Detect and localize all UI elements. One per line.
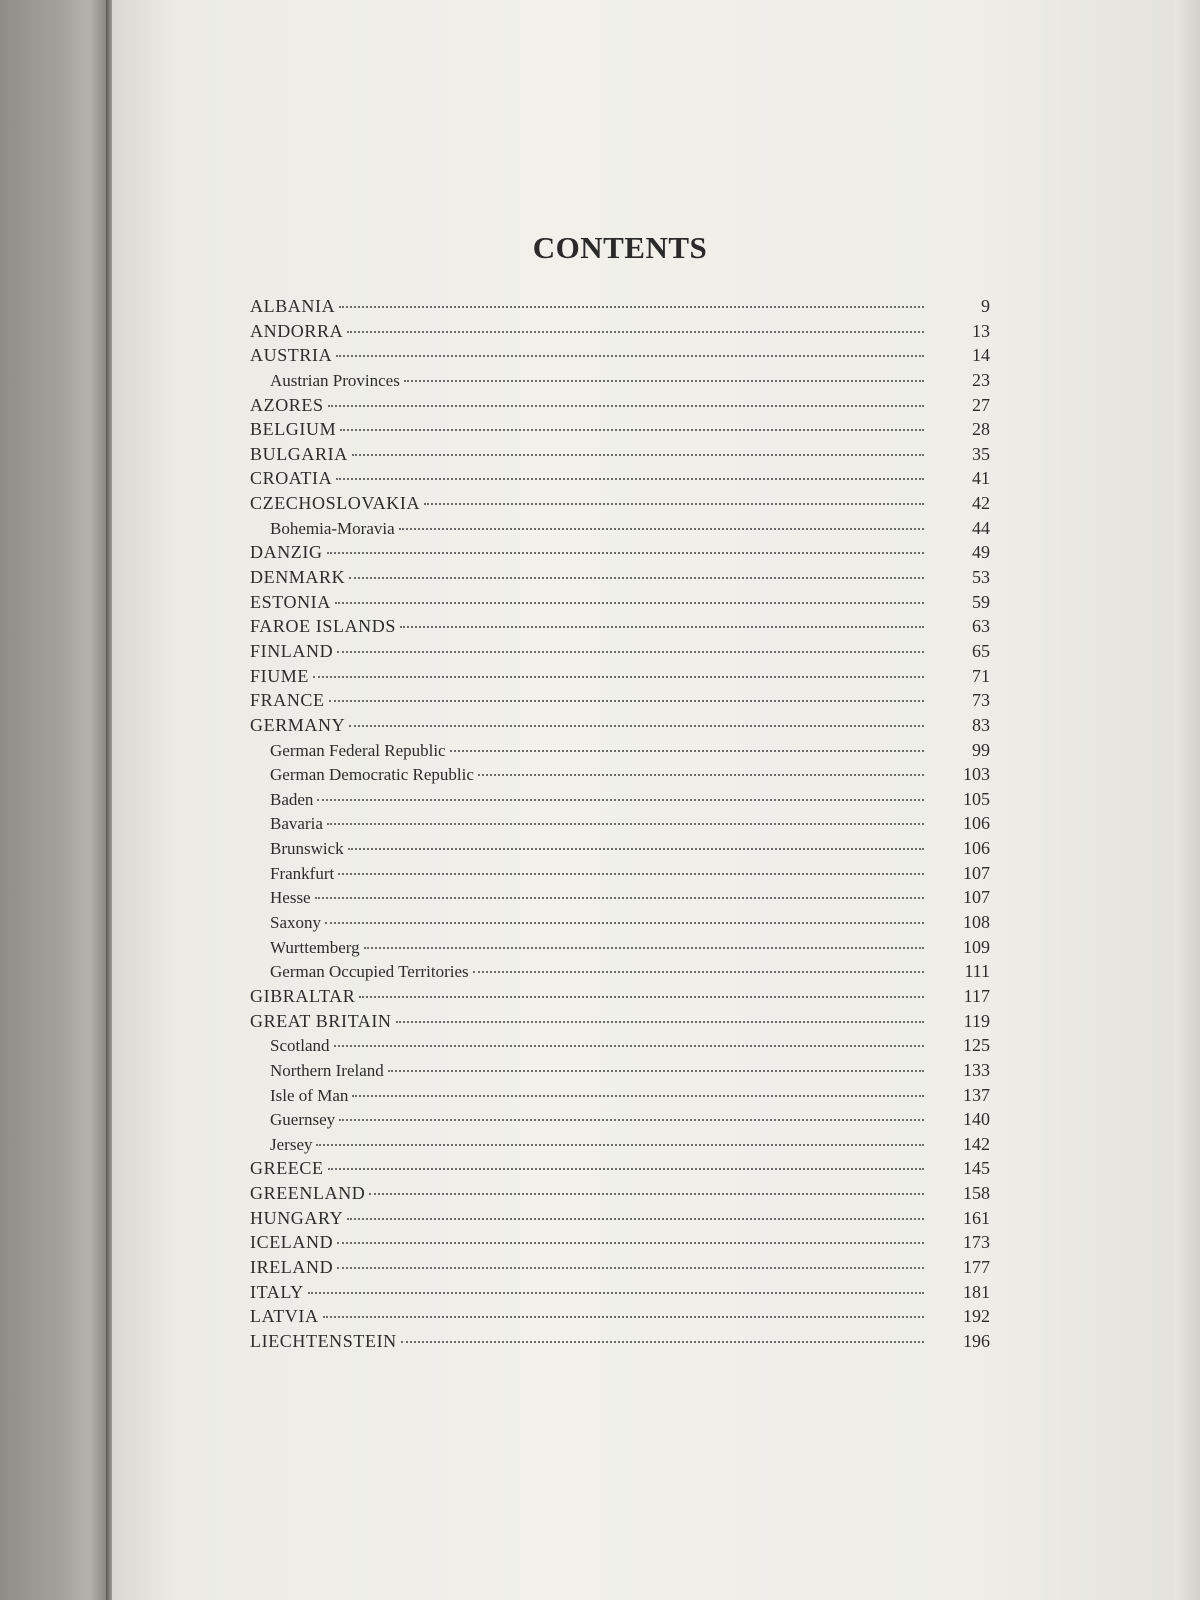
dot-leader xyxy=(404,380,924,382)
entry-label: FAROE ISLANDS xyxy=(250,616,396,637)
entry-page-number: 9 xyxy=(981,296,990,316)
toc-entry xyxy=(250,639,990,664)
toc-entry xyxy=(250,1156,990,1181)
toc-entry xyxy=(250,319,990,344)
dot-leader xyxy=(396,1021,924,1023)
entry-label: ESTONIA xyxy=(250,591,331,612)
dot-leader xyxy=(348,848,924,850)
toc-entry xyxy=(250,466,990,491)
entry-label: Northern Ireland xyxy=(270,1060,384,1080)
entry-page-number: 105 xyxy=(963,788,990,809)
entry-label: ALBANIA xyxy=(250,296,336,316)
dot-leader xyxy=(328,1168,924,1170)
entry-label: Brunswick xyxy=(270,839,344,859)
entry-page-number: 83 xyxy=(972,714,990,735)
entry-page-number: 137 xyxy=(963,1084,990,1105)
toc-subentry xyxy=(250,959,990,984)
entry-page-number: 107 xyxy=(963,887,990,908)
entry-page-number: 53 xyxy=(972,567,990,588)
dot-leader xyxy=(478,774,924,776)
entry-label: Bohemia-Moravia xyxy=(270,518,395,538)
entry-page-number: 28 xyxy=(972,419,990,440)
entry-label: GREENLAND xyxy=(250,1183,366,1204)
toc-entry xyxy=(250,1304,990,1329)
dot-leader xyxy=(347,331,924,333)
toc-entry xyxy=(250,1329,990,1354)
entry-label: HUNGARY xyxy=(250,1207,344,1228)
entry-page-number: 63 xyxy=(972,616,990,637)
entry-label: Wurttemberg xyxy=(270,937,360,957)
entry-page-number: 99 xyxy=(972,739,990,760)
entry-label: DENMARK xyxy=(250,567,346,588)
toc-subentry xyxy=(250,836,990,861)
dot-leader xyxy=(352,1095,924,1097)
toc-subentry xyxy=(250,861,990,886)
entry-label: AUSTRIA xyxy=(250,345,333,366)
toc-subentry xyxy=(250,910,990,935)
entry-label: DANZIG xyxy=(250,542,323,563)
entry-label: GREECE xyxy=(250,1158,324,1179)
entry-page-number: 106 xyxy=(963,813,990,834)
toc-entry xyxy=(250,688,990,713)
entry-page-number: 35 xyxy=(972,443,990,464)
entry-page-number: 13 xyxy=(972,320,990,341)
entry-label: German Democratic Republic xyxy=(270,765,474,785)
toc-entry xyxy=(250,614,990,639)
toc-subentry xyxy=(250,368,990,393)
dot-leader xyxy=(336,355,924,357)
toc-entry xyxy=(250,713,990,738)
entry-label: German Federal Republic xyxy=(270,740,446,760)
toc-subentry xyxy=(250,885,990,910)
entry-page-number: 133 xyxy=(963,1059,990,1080)
entry-page-number: 108 xyxy=(963,912,990,933)
entry-label: AZORES xyxy=(250,394,324,415)
entry-label: ICELAND xyxy=(250,1232,334,1253)
toc-entry xyxy=(250,343,990,368)
toc-entry xyxy=(250,1230,990,1255)
dot-leader xyxy=(340,429,924,431)
entry-label: Hesse xyxy=(270,888,311,908)
dot-leader xyxy=(323,1316,924,1318)
dot-leader xyxy=(424,503,924,505)
dot-leader xyxy=(315,897,924,899)
entry-page-number: 145 xyxy=(963,1158,990,1179)
dot-leader xyxy=(337,651,924,653)
entry-label: Scotland xyxy=(270,1036,330,1056)
entry-page-number: 44 xyxy=(972,517,990,538)
toc-subentry xyxy=(250,1058,990,1083)
dot-leader xyxy=(327,552,924,554)
entry-label: Saxony xyxy=(270,913,321,933)
dot-leader xyxy=(400,626,924,628)
entry-label: Austrian Provinces xyxy=(270,370,400,390)
entry-label: BULGARIA xyxy=(250,443,348,464)
entry-page-number: 119 xyxy=(963,1010,990,1031)
entry-label: FRANCE xyxy=(250,690,325,711)
entry-label: BELGIUM xyxy=(250,419,337,440)
entry-label: FINLAND xyxy=(250,640,334,661)
dot-leader xyxy=(334,1045,925,1047)
entry-label: ANDORRA xyxy=(250,320,344,341)
entry-label: Isle of Man xyxy=(270,1085,349,1105)
toc-entry xyxy=(250,417,990,442)
dot-leader xyxy=(337,1267,924,1269)
entry-page-number: 27 xyxy=(972,394,990,415)
contents-list xyxy=(250,294,990,1354)
entry-page-number: 177 xyxy=(963,1256,990,1277)
dot-leader xyxy=(450,750,924,752)
toc-entry xyxy=(250,664,990,689)
dot-leader xyxy=(329,700,924,702)
entry-label: ITALY xyxy=(250,1281,304,1302)
dot-leader xyxy=(352,454,924,456)
entry-label: Frankfurt xyxy=(270,863,335,883)
entry-label: LATVIA xyxy=(250,1306,319,1327)
entry-page-number: 107 xyxy=(963,862,990,883)
toc-entry xyxy=(250,294,990,319)
dot-leader xyxy=(364,947,924,949)
dot-leader xyxy=(317,799,924,801)
entry-page-number: 109 xyxy=(963,936,990,957)
entry-page-number: 49 xyxy=(972,542,990,563)
entry-page-number: 23 xyxy=(972,369,990,390)
dot-leader xyxy=(399,528,924,530)
entry-label: Baden xyxy=(270,789,314,809)
dot-leader xyxy=(339,1119,924,1121)
toc-subentry xyxy=(250,516,990,541)
entry-page-number: 73 xyxy=(972,690,990,711)
toc-entry xyxy=(250,540,990,565)
dot-leader xyxy=(327,823,924,825)
entry-page-number: 140 xyxy=(963,1109,990,1130)
entry-label: GIBRALTAR xyxy=(250,985,356,1006)
entry-page-number: 14 xyxy=(972,345,990,366)
entry-page-number: 181 xyxy=(963,1281,990,1302)
entry-page-number: 173 xyxy=(963,1232,990,1253)
dot-leader xyxy=(473,971,924,973)
toc-entry xyxy=(250,565,990,590)
entry-page-number: 196 xyxy=(963,1330,990,1351)
toc-subentry xyxy=(250,935,990,960)
page-title: CONTENTS xyxy=(532,230,708,265)
toc-subentry xyxy=(250,738,990,763)
dot-leader xyxy=(369,1193,924,1195)
toc-entry xyxy=(250,442,990,467)
dot-leader xyxy=(336,478,924,480)
dot-leader xyxy=(339,306,924,308)
entry-page-number: 142 xyxy=(963,1133,990,1154)
dot-leader xyxy=(325,922,924,924)
toc-subentry xyxy=(250,1107,990,1132)
toc-subentry xyxy=(250,1033,990,1058)
toc-subentry xyxy=(250,1083,990,1108)
entry-label: IRELAND xyxy=(250,1256,334,1277)
entry-page-number: 125 xyxy=(963,1035,990,1056)
entry-label: GREAT BRITAIN xyxy=(250,1010,392,1031)
entry-label: German Occupied Territories xyxy=(270,962,469,982)
dot-leader xyxy=(308,1292,924,1294)
entry-label: FIUME xyxy=(250,665,310,686)
toc-entry xyxy=(250,1181,990,1206)
entry-page-number: 42 xyxy=(972,493,990,514)
toc-subentry xyxy=(250,787,990,812)
entry-page-number: 65 xyxy=(972,640,990,661)
entry-label: Bavaria xyxy=(270,814,323,834)
entry-label: Guernsey xyxy=(270,1110,336,1130)
dot-leader xyxy=(388,1070,924,1072)
toc-entry xyxy=(250,590,990,615)
entry-page-number: 41 xyxy=(972,468,990,489)
toc-subentry xyxy=(250,1132,990,1157)
entry-page-number: 103 xyxy=(963,764,990,785)
dot-leader xyxy=(328,405,924,407)
entry-label: GERMANY xyxy=(250,714,346,735)
entry-label: Jersey xyxy=(270,1134,313,1154)
dot-leader xyxy=(316,1144,924,1146)
dot-leader xyxy=(401,1341,924,1343)
entry-page-number: 161 xyxy=(963,1207,990,1228)
entry-page-number: 117 xyxy=(963,985,990,1006)
entry-page-number: 59 xyxy=(972,591,990,612)
toc-entry xyxy=(250,491,990,516)
entry-page-number: 111 xyxy=(964,961,990,982)
dot-leader xyxy=(313,676,924,678)
entry-page-number: 106 xyxy=(963,838,990,859)
dot-leader xyxy=(337,1242,924,1244)
entry-page-number: 71 xyxy=(972,665,990,686)
dot-leader xyxy=(349,725,924,727)
dot-leader xyxy=(347,1218,924,1220)
dot-leader xyxy=(359,996,924,998)
entry-label: LIECHTENSTEIN xyxy=(250,1330,397,1351)
entry-page-number: 158 xyxy=(963,1183,990,1204)
entry-label: CROATIA xyxy=(250,468,333,489)
toc-entry xyxy=(250,1280,990,1305)
dot-leader xyxy=(349,577,924,579)
toc-subentry xyxy=(250,762,990,787)
dot-leader xyxy=(338,873,924,875)
toc-subentry xyxy=(250,811,990,836)
toc-entry xyxy=(250,984,990,1009)
dot-leader xyxy=(335,602,924,604)
entry-page-number: 192 xyxy=(963,1306,990,1327)
toc-entry xyxy=(250,1206,990,1231)
toc-entry xyxy=(250,393,990,418)
toc-entry xyxy=(250,1255,990,1280)
toc-entry xyxy=(250,1009,990,1034)
entry-label: CZECHOSLOVAKIA xyxy=(250,493,421,514)
